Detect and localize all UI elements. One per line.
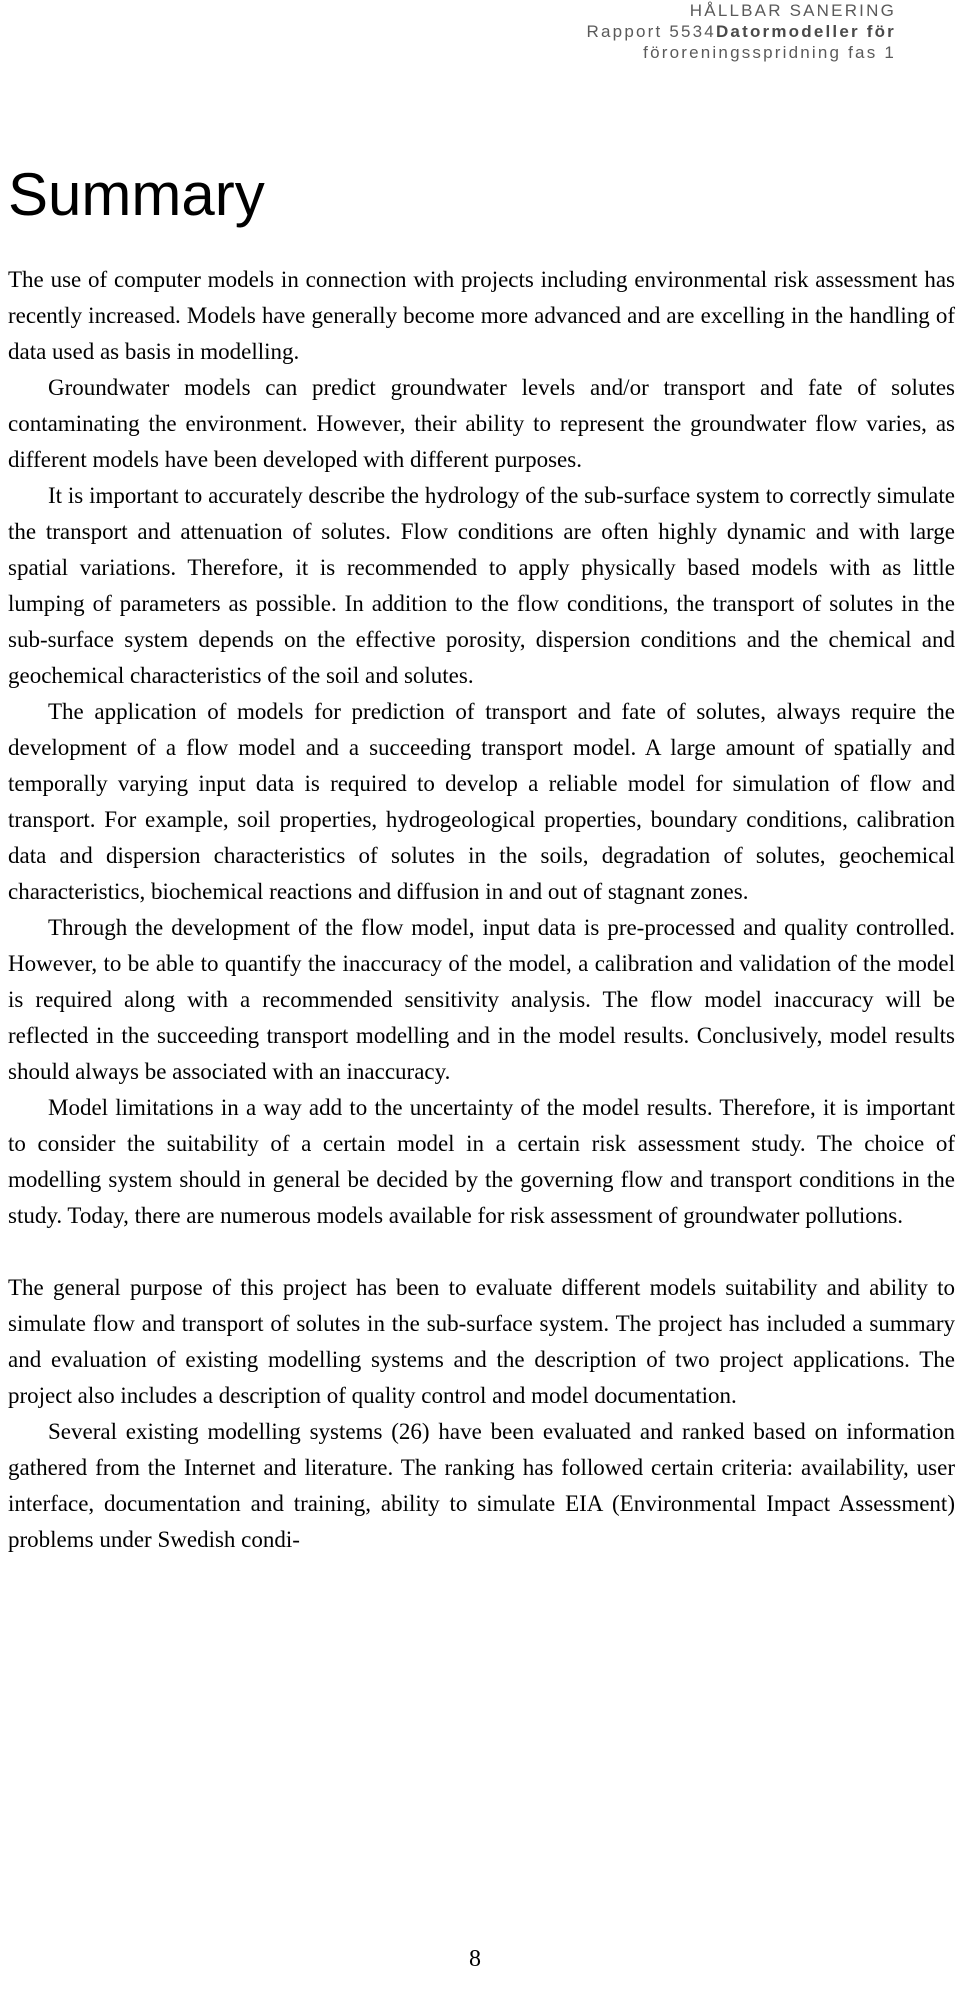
paragraph: The use of computer models in connection with projects including environmental risk assessment has recently increased. Models have generally become more advanced and are excelling in the handling of data used as basis in modelling.	[8, 267, 955, 364]
header-line-2	[476, 21, 896, 42]
paragraph: Through the development of the flow model, input data is pre-processed and quality controlled. However, to be able to quantify the inaccuracy of the model, a calibration and validation of the model is required along with a recommended sensitivity analysis. The flow model inaccuracy will be reflected in the succeeding transport modelling and in the model results. Conclusively, model results should always be associated with an inaccuracy.	[8, 915, 955, 1084]
report-number: Rapport 5534	[586, 22, 716, 41]
paragraph: Groundwater models can predict groundwater levels and/or transport and fate of solutes contaminating the environment. However, their ability to represent the groundwater flow varies, as different models have been developed with different purposes.	[8, 375, 955, 472]
paragraph: The application of models for prediction of transport and fate of solutes, always require the development of a flow model and a succeeding transport model. A large amount of spatially and temporally varying input data is required to develop a reliable model for simulation of flow and transport. For example, soil properties, hydrogeological properties, boundary conditions, calibration data and dispersion characteristics of solutes in the soils, degradation of solutes, geochemical characteristics, biochemical reactions and diffusion in and out of stagnant zones.	[8, 699, 955, 904]
paragraph: It is important to accurately describe the hydrology of the sub-surface system to correctly simulate the transport and attenuation of solutes. Flow conditions are often highly dynamic and with large spatial variations. Therefore, it is recommended to apply physically based models with as little lumping of parameters as possible. In addition to the flow conditions, the transport of solutes in the sub-surface system depends on the effective porosity, dispersion conditions and the chemical and geochemical characteristics of the soil and solutes.	[8, 483, 955, 688]
header-line-3: föroreningsspridning fas 1	[643, 43, 896, 62]
running-header	[476, 0, 896, 63]
page-title: Summary	[8, 161, 265, 228]
paragraph: The general purpose of this project has been to evaluate different models suitability and ability to simulate flow and transport of solutes in the sub-surface system. The project has included a summary and evaluation of existing modelling systems and the description of two project applications. The project also includes a description of quality control and model documentation.	[8, 1275, 955, 1408]
report-title-bold: Datormodeller för	[715, 22, 896, 41]
summary-body	[8, 262, 955, 1558]
page-number: 8	[469, 1946, 481, 1972]
header-line-1: HÅLLBAR SANERING	[689, 1, 896, 20]
paragraph: Model limitations in a way add to the uncertainty of the model results. Therefore, it is important to consider the suitability of a certain model in a certain risk assessment study. The choice of modelling system should in general be decided by the governing flow and transport conditions in the study. Today, there are numerous models available for risk assessment of groundwater pollutions.	[8, 1095, 955, 1228]
paragraph: Several existing modelling systems (26) have been evaluated and ranked based on information gathered from the Internet and literature. The ranking has followed certain criteria: availability, user interface, documentation and training, ability to simulate EIA (Environmental Impact Assessment) problems under Swedish condi-	[8, 1419, 955, 1552]
